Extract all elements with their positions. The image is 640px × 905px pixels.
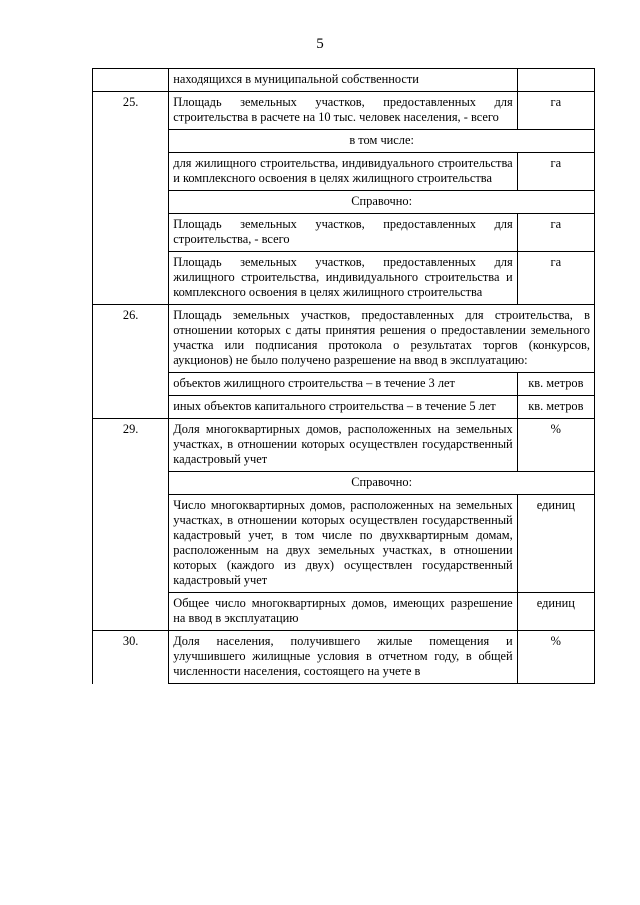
table-row xyxy=(93,214,595,252)
indicator-name-cell: находящихся в муниципальной собственности xyxy=(169,69,517,92)
table-row xyxy=(93,130,595,153)
indicator-name-cell: Общее число многоквартирных домов, имеющих разрешение на ввод в эксплуатацию xyxy=(169,593,517,631)
row-number-cell xyxy=(93,69,169,92)
unit-cell: единиц xyxy=(517,495,594,593)
row-number-cell: 30. xyxy=(93,631,169,684)
table-row xyxy=(93,305,595,373)
indicator-name-cell: Площадь земельных участков, предоставленных для жилищного строительства, индивидуального строительства и комплексного освоения в целях жилищного строительства xyxy=(169,252,517,305)
table-row xyxy=(93,373,595,396)
table-row xyxy=(93,419,595,472)
table-row xyxy=(93,92,595,130)
unit-cell: га xyxy=(517,92,594,130)
section-subheader: Справочно: xyxy=(169,191,595,214)
indicator-name-cell: Число многоквартирных домов, расположенных на земельных участках, в отношении которых осуществлен государственный кадастровый учет, в том числе по двухквартирным домам, расположенным на двух земельных участках, в отношении которых (каждого из двух) осуществлен государственный кадастровый учет xyxy=(169,495,517,593)
unit-cell: % xyxy=(517,631,594,684)
row-number-cell xyxy=(93,373,169,396)
table-row xyxy=(93,472,595,495)
row-number-cell: 29. xyxy=(93,419,169,472)
indicator-name-cell: иных объектов капитального строительства – в течение 5 лет xyxy=(169,396,517,419)
unit-cell: кв. метров xyxy=(517,373,594,396)
table-row xyxy=(93,593,595,631)
row-number-cell xyxy=(93,214,169,252)
row-number-cell xyxy=(93,396,169,419)
section-subheader: Справочно: xyxy=(169,472,595,495)
table-row xyxy=(93,191,595,214)
section-subheader: в том числе: xyxy=(169,130,595,153)
unit-cell: га xyxy=(517,252,594,305)
unit-cell: единиц xyxy=(517,593,594,631)
indicator-name-cell: Площадь земельных участков, предоставленных для строительства в расчете на 10 тыс. человек населения, - всего xyxy=(169,92,517,130)
unit-cell: % xyxy=(517,419,594,472)
row-number-cell xyxy=(93,252,169,305)
indicator-name-cell: для жилищного строительства, индивидуального строительства и комплексного освоения в целях жилищного строительства xyxy=(169,153,517,191)
row-number-cell xyxy=(93,153,169,191)
table-row xyxy=(93,153,595,191)
row-number-cell: 26. xyxy=(93,305,169,373)
indicator-name-cell: Площадь земельных участков, предоставленных для строительства, в отношении которых с даты принятия решения о предоставлении земельного участка или подписания протокола о результатах торгов (конкурсов, аукционов) не было получено разрешение на ввод в эксплуатацию: xyxy=(169,305,595,373)
indicator-name-cell: объектов жилищного строительства – в течение 3 лет xyxy=(169,373,517,396)
indicator-name-cell: Доля населения, получившего жилые помещения и улучшившего жилищные условия в отчетном году, в общей численности населения, состоящего на учете в xyxy=(169,631,517,684)
table-row xyxy=(93,495,595,593)
row-number-cell: 25. xyxy=(93,92,169,130)
unit-cell: га xyxy=(517,153,594,191)
row-number-cell xyxy=(93,472,169,495)
table-row xyxy=(93,69,595,92)
row-number-cell xyxy=(93,191,169,214)
table-row xyxy=(93,252,595,305)
indicator-name-cell: Площадь земельных участков, предоставленных для строительства, - всего xyxy=(169,214,517,252)
table-row xyxy=(93,631,595,684)
page-number: 5 xyxy=(316,36,324,52)
indicators-table xyxy=(92,68,595,684)
table-row xyxy=(93,396,595,419)
row-number-cell xyxy=(93,593,169,631)
row-number-cell xyxy=(93,130,169,153)
unit-cell xyxy=(517,69,594,92)
unit-cell: кв. метров xyxy=(517,396,594,419)
unit-cell: га xyxy=(517,214,594,252)
indicator-name-cell: Доля многоквартирных домов, расположенных на земельных участках, в отношении которых осуществлен государственный кадастровый учет xyxy=(169,419,517,472)
row-number-cell xyxy=(93,495,169,593)
